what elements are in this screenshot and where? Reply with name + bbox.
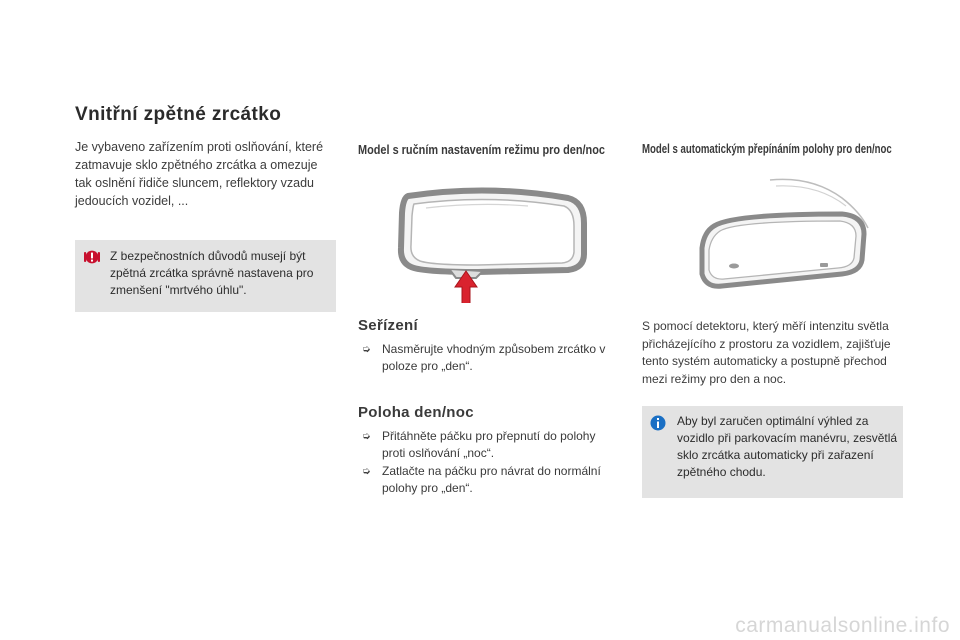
adjustment-list	[358, 341, 608, 376]
warning-text: Z bezpečnostních důvodů musejí být zpětná zrcátka správně nastavena pro zmenšení "mrtvého úhlu".	[110, 249, 314, 297]
watermark: carmanualsonline.info	[735, 614, 950, 637]
exclamation-icon	[84, 249, 100, 265]
list-item	[358, 341, 608, 375]
arrow-icon: ➭	[362, 466, 371, 477]
list-item-text: Přitáhněte páčku pro přepnutí do polohy proti oslňování „noc“.	[382, 429, 596, 460]
day-night-list	[358, 428, 618, 498]
arrow-icon: ➭	[362, 431, 371, 442]
info-icon	[650, 415, 666, 431]
intro-text: Je vybaveno zařízením proti oslňování, které zatmavuje sklo zpětného zrcátka a omezuje tak oslnění řidiče sluncem, reflektory vzadu jedoucích vozidel, ...	[75, 140, 324, 208]
auto-description: S pomocí detektoru, který měří intenzitu světla přicházejícího z prostoru za vozidlem, zajišťuje tento systém automaticky a postupně přechod mezi režimy pro den a noc.	[642, 319, 891, 386]
list-item-text: Nasměrujte vhodným způsobem zrcátko v poloze pro „den“.	[382, 342, 606, 373]
arrow-icon: ➭	[362, 344, 371, 355]
info-text: Aby byl zaručen optimální výhled za vozidlo při parkovacím manévru, zesvětlá sklo zrcátka automaticky při zařazení zpětného chodu.	[677, 414, 898, 479]
manual-model-heading: Model s ručním nastavením režimu pro den/noc	[358, 142, 605, 157]
manual-mirror-illustration	[358, 168, 620, 303]
page-title: Vnitřní zpětné zrcátko	[75, 104, 282, 125]
auto-mirror-illustration	[642, 168, 904, 308]
list-item	[358, 463, 618, 497]
day-night-title: Poloha den/noc	[358, 404, 474, 421]
auto-model-heading: Model s automatickým přepínáním polohy pro den/noc	[642, 142, 892, 156]
adjustment-title: Seřízení	[358, 317, 418, 334]
list-item-text: Zatlačte na páčku pro návrat do normální polohy pro „den“.	[382, 464, 601, 495]
list-item	[358, 428, 618, 462]
